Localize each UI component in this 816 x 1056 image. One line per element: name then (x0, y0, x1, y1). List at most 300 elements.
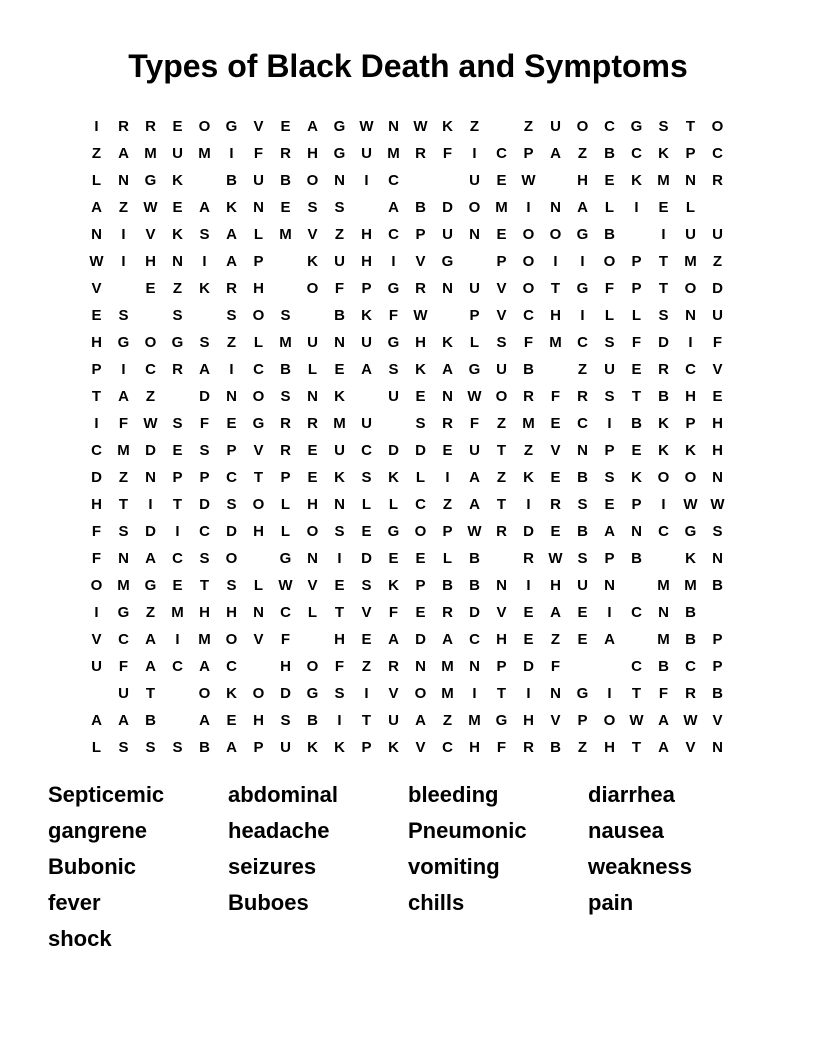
grid-row (83, 383, 733, 410)
grid-letter: I (391, 253, 396, 270)
grid-letter: I (364, 685, 369, 702)
grid-letter: O (576, 118, 589, 135)
grid-letter: P (631, 496, 642, 513)
grid-letter: A (442, 631, 453, 648)
grid-letter: C (388, 172, 399, 189)
grid-letter: B (631, 550, 642, 567)
grid-letter: T (361, 712, 372, 729)
grid-letter: D (361, 550, 372, 567)
grid-letter: E (604, 496, 615, 513)
grid-letter: O (198, 685, 211, 702)
grid-letter: T (334, 604, 345, 621)
grid-letter: B (658, 388, 669, 405)
grid-letter: H (550, 307, 561, 324)
grid-letter: N (712, 550, 723, 567)
grid-letter: E (172, 577, 183, 594)
grid-letter: S (334, 523, 345, 540)
grid-letter: B (631, 415, 642, 432)
grid-letter: L (469, 334, 480, 351)
word-list-item: chills (408, 890, 465, 915)
grid-letter: C (631, 658, 642, 675)
grid-letter: U (604, 361, 615, 378)
grid-letter: S (496, 334, 507, 351)
grid-letter: M (117, 577, 130, 594)
word-search-grid (83, 113, 733, 761)
grid-letter: G (387, 280, 400, 297)
grid-letter: E (550, 415, 561, 432)
grid-letter: M (441, 658, 454, 675)
grid-letter: U (253, 172, 264, 189)
grid-letter: U (361, 415, 372, 432)
grid-letter: Z (496, 415, 507, 432)
grid-letter: A (199, 658, 210, 675)
grid-letter: I (445, 469, 450, 486)
grid-letter: B (199, 739, 210, 756)
grid-letter: Z (334, 226, 345, 243)
word-list-item: vomiting (408, 854, 500, 879)
grid-letter: C (226, 469, 237, 486)
grid-letter: N (631, 523, 642, 540)
grid-letter: F (253, 145, 264, 162)
grid-row (83, 680, 733, 707)
grid-letter: L (604, 307, 615, 324)
grid-letter: E (307, 469, 318, 486)
grid-letter: F (280, 631, 291, 648)
grid-letter: V (550, 442, 561, 459)
grid-letter: T (631, 685, 642, 702)
grid-letter: G (441, 253, 454, 270)
grid-letter: V (145, 226, 156, 243)
grid-letter: G (333, 118, 346, 135)
grid-letter: I (661, 496, 666, 513)
grid-letter: N (685, 307, 696, 324)
grid-letter: K (631, 172, 642, 189)
grid-letter: Z (226, 334, 237, 351)
grid-letter: I (472, 145, 477, 162)
grid-letter: M (657, 577, 670, 594)
grid-letter: E (280, 199, 291, 216)
grid-letter: A (550, 604, 561, 621)
grid-letter: K (172, 226, 183, 243)
grid-letter: R (577, 388, 588, 405)
grid-letter: H (199, 604, 210, 621)
grid-letter (623, 572, 650, 599)
grid-letter: F (631, 334, 642, 351)
grid-letter: M (522, 415, 535, 432)
word-list-item: Bubonic (48, 854, 136, 879)
grid-letter: S (145, 739, 156, 756)
grid-letter: V (388, 685, 399, 702)
grid-letter: A (604, 523, 615, 540)
grid-letter: N (334, 334, 345, 351)
grid-letter: V (361, 604, 372, 621)
grid-letter: S (307, 199, 318, 216)
grid-letter: N (172, 253, 183, 270)
grid-letter: D (442, 199, 453, 216)
grid-letter (569, 653, 596, 680)
grid-letter: B (334, 307, 345, 324)
grid-letter: S (199, 226, 210, 243)
grid-letter: G (144, 172, 157, 189)
grid-letter: P (442, 523, 453, 540)
word-list-item: shock (48, 926, 112, 951)
grid-letter: V (550, 712, 561, 729)
grid-letter: G (630, 118, 643, 135)
grid-letter: V (307, 226, 318, 243)
grid-letter: I (580, 253, 585, 270)
grid-letter: A (91, 199, 102, 216)
grid-letter: K (226, 685, 237, 702)
grid-letter: P (415, 226, 426, 243)
grid-letter: E (577, 631, 588, 648)
grid-letter: L (307, 361, 318, 378)
grid-letter (110, 275, 137, 302)
grid-letter: U (91, 658, 102, 675)
grid-letter: H (712, 415, 723, 432)
grid-letter: A (577, 199, 588, 216)
grid-letter: N (604, 577, 615, 594)
grid-letter: G (576, 280, 589, 297)
grid-letter: R (523, 739, 534, 756)
grid-letter: R (523, 550, 534, 567)
grid-letter: K (658, 145, 669, 162)
grid-letter: S (172, 415, 183, 432)
grid-letter: N (118, 550, 129, 567)
grid-letter: A (415, 712, 426, 729)
grid-letter: Z (361, 658, 372, 675)
grid-letter (488, 113, 515, 140)
grid-letter: R (145, 118, 156, 135)
grid-letter: I (175, 631, 180, 648)
grid-letter: V (415, 739, 426, 756)
grid-letter: P (361, 280, 372, 297)
grid-letter: I (121, 253, 126, 270)
grid-letter: A (199, 712, 210, 729)
grid-letter: G (117, 334, 130, 351)
grid-letter: U (496, 361, 507, 378)
grid-letter: V (415, 253, 426, 270)
grid-letter (461, 248, 488, 275)
grid-letter: U (712, 226, 723, 243)
grid-letter: L (631, 307, 642, 324)
grid-row (83, 437, 733, 464)
grid-letter: D (415, 631, 426, 648)
page-title: Types of Black Death and Symptoms (128, 48, 688, 84)
grid-letter: U (469, 280, 480, 297)
grid-letter: I (337, 550, 342, 567)
grid-letter: S (199, 334, 210, 351)
grid-row (83, 464, 733, 491)
grid-letter: I (94, 415, 99, 432)
grid-letter: C (442, 739, 453, 756)
grid-letter: K (685, 442, 696, 459)
grid-letter: S (280, 712, 291, 729)
grid-letter: L (253, 577, 264, 594)
grid-letter: T (496, 685, 507, 702)
grid-letter: V (253, 118, 264, 135)
grid-letter: R (280, 442, 291, 459)
grid-letter: R (226, 280, 237, 297)
grid-letter: D (91, 469, 102, 486)
grid-letter: M (198, 145, 211, 162)
grid-letter: E (172, 442, 183, 459)
grid-letter: Z (145, 604, 156, 621)
grid-letter: H (253, 280, 264, 297)
grid-letter: C (118, 631, 129, 648)
grid-letter: O (603, 712, 616, 729)
grid-letter: L (604, 199, 615, 216)
grid-letter: C (496, 145, 507, 162)
grid-letter: K (658, 415, 669, 432)
grid-letter: C (253, 361, 264, 378)
grid-letter: O (252, 307, 265, 324)
grid-letter: B (577, 523, 588, 540)
grid-letter: G (333, 145, 346, 162)
grid-row (83, 626, 733, 653)
grid-letter: K (307, 253, 318, 270)
grid-letter: M (387, 145, 400, 162)
grid-letter: I (688, 334, 693, 351)
grid-letter: M (495, 199, 508, 216)
grid-letter: W (683, 496, 698, 513)
grid-letter: K (442, 118, 453, 135)
grid-letter: U (550, 118, 561, 135)
grid-letter: C (280, 604, 291, 621)
grid-letter: G (468, 361, 481, 378)
grid-letter: Z (496, 469, 507, 486)
grid-row (83, 140, 733, 167)
grid-letter: G (495, 712, 508, 729)
grid-letter: B (415, 199, 426, 216)
grid-letter: C (388, 226, 399, 243)
grid-letter: G (117, 604, 130, 621)
grid-letter: W (278, 577, 293, 594)
word-list-item: pain (588, 890, 634, 915)
grid-letter (191, 167, 218, 194)
grid-letter: I (607, 685, 612, 702)
grid-letter: S (172, 739, 183, 756)
grid-letter: B (577, 469, 588, 486)
grid-letter: A (226, 739, 237, 756)
grid-letter: I (94, 118, 99, 135)
grid-letter: O (252, 388, 265, 405)
grid-letter: A (388, 631, 399, 648)
grid-letter: P (469, 307, 480, 324)
grid-letter: C (604, 118, 615, 135)
grid-letter: E (496, 226, 507, 243)
grid-letter: F (550, 658, 561, 675)
grid-letter: F (442, 145, 453, 162)
grid-letter: H (253, 712, 264, 729)
grid-letter: O (495, 388, 508, 405)
grid-letter: H (253, 523, 264, 540)
grid-letter: T (631, 388, 642, 405)
grid-letter: N (442, 280, 453, 297)
grid-letter: I (121, 361, 126, 378)
grid-letter: B (658, 658, 669, 675)
grid-letter: P (226, 442, 237, 459)
grid-row (83, 518, 733, 545)
grid-letter: C (415, 496, 426, 513)
grid-letter (623, 221, 650, 248)
grid-letter: G (306, 685, 319, 702)
grid-letter: O (522, 280, 535, 297)
grid-letter: W (683, 712, 698, 729)
grid-letter: G (576, 226, 589, 243)
grid-letter: T (685, 118, 696, 135)
grid-letter: C (469, 631, 480, 648)
grid-letter: B (685, 604, 696, 621)
grid-letter: B (442, 577, 453, 594)
grid-letter: L (415, 469, 426, 486)
grid-letter: G (576, 685, 589, 702)
grid-letter: E (91, 307, 102, 324)
grid-row (83, 572, 733, 599)
grid-letter: H (523, 712, 534, 729)
grid-letter: S (361, 577, 372, 594)
grid-row (83, 329, 733, 356)
grid-letter: T (658, 253, 669, 270)
grid-letter: U (334, 253, 345, 270)
grid-letter: U (685, 226, 696, 243)
grid-row (83, 410, 733, 437)
grid-letter: W (413, 307, 428, 324)
grid-letter: S (577, 550, 588, 567)
grid-letter: C (685, 361, 696, 378)
grid-letter: Z (577, 145, 588, 162)
grid-letter: A (145, 631, 156, 648)
grid-letter: B (604, 226, 615, 243)
grid-letter: E (334, 577, 345, 594)
grid-letter: I (526, 199, 531, 216)
grid-letter: O (522, 226, 535, 243)
grid-letter: K (631, 469, 642, 486)
grid-letter: E (523, 631, 534, 648)
grid-row (83, 653, 733, 680)
grid-letter: B (712, 577, 723, 594)
word-list-item: diarrhea (588, 782, 675, 807)
grid-letter: S (199, 550, 210, 567)
grid-letter: H (91, 334, 102, 351)
grid-letter: O (306, 280, 319, 297)
grid-letter: H (334, 631, 345, 648)
grid-letter: O (225, 631, 238, 648)
grid-letter: K (334, 469, 345, 486)
grid-letter: U (469, 442, 480, 459)
grid-letter: T (658, 280, 669, 297)
grid-letter: Z (469, 118, 480, 135)
grid-letter: E (550, 469, 561, 486)
word-list-item: bleeding (408, 782, 499, 807)
grid-letter: H (712, 442, 723, 459)
grid-letter: P (415, 577, 426, 594)
grid-letter: B (307, 712, 318, 729)
grid-letter (299, 302, 326, 329)
grid-letter: C (631, 145, 642, 162)
grid-letter: R (415, 280, 426, 297)
grid-letter: N (658, 604, 669, 621)
grid-letter: A (658, 712, 669, 729)
grid-letter: H (91, 496, 102, 513)
grid-letter: Z (172, 280, 183, 297)
grid-letter (353, 194, 380, 221)
grid-letter: C (199, 523, 210, 540)
grid-letter: S (226, 496, 237, 513)
grid-letter: W (710, 496, 725, 513)
grid-letter: N (253, 604, 264, 621)
grid-letter: L (307, 604, 318, 621)
word-list-item: gangrene (48, 818, 148, 843)
grid-letter: N (118, 172, 129, 189)
word-list-item: Pneumonic (408, 818, 527, 843)
grid-letter: F (388, 604, 399, 621)
grid-letter: K (172, 172, 183, 189)
grid-letter: K (307, 739, 318, 756)
grid-letter: U (172, 145, 183, 162)
grid-letter: Z (550, 631, 561, 648)
grid-letter: K (685, 550, 696, 567)
grid-letter: D (523, 523, 534, 540)
grid-letter: P (712, 631, 723, 648)
grid-letter: N (307, 388, 318, 405)
grid-row (83, 113, 733, 140)
grid-letter: R (280, 145, 291, 162)
grid-letter: I (607, 415, 612, 432)
grid-letter: O (198, 118, 211, 135)
grid-letter: P (685, 145, 696, 162)
grid-letter: A (199, 361, 210, 378)
grid-letter: A (307, 118, 318, 135)
grid-letter (704, 599, 731, 626)
grid-letter: W (143, 415, 158, 432)
grid-letter: P (361, 739, 372, 756)
grid-letter: I (337, 712, 342, 729)
grid-letter: L (253, 226, 264, 243)
grid-letter: H (604, 739, 615, 756)
grid-letter: D (388, 442, 399, 459)
grid-letter: B (550, 739, 561, 756)
grid-letter: O (603, 253, 616, 270)
grid-letter: A (469, 469, 480, 486)
grid-letter (299, 626, 326, 653)
grid-letter: A (91, 712, 102, 729)
grid-letter: O (657, 469, 670, 486)
grid-letter: G (387, 334, 400, 351)
grid-letter: A (145, 658, 156, 675)
grid-letter: H (361, 253, 372, 270)
grid-letter (650, 545, 677, 572)
word-list-item: fever (48, 890, 101, 915)
grid-letter: P (172, 469, 183, 486)
grid-letter (488, 545, 515, 572)
grid-letter: Z (91, 145, 102, 162)
grid-letter: F (604, 280, 615, 297)
grid-letter: E (415, 550, 426, 567)
grid-letter (434, 167, 461, 194)
grid-letter: I (607, 604, 612, 621)
grid-letter: C (172, 550, 183, 567)
grid-letter (380, 410, 407, 437)
grid-letter: D (199, 388, 210, 405)
grid-letter: D (712, 280, 723, 297)
grid-letter: L (361, 496, 372, 513)
grid-letter: D (658, 334, 669, 351)
grid-letter: G (171, 334, 184, 351)
grid-letter: K (415, 361, 426, 378)
grid-letter: U (307, 334, 318, 351)
grid-letter (353, 383, 380, 410)
grid-letter: W (467, 523, 482, 540)
